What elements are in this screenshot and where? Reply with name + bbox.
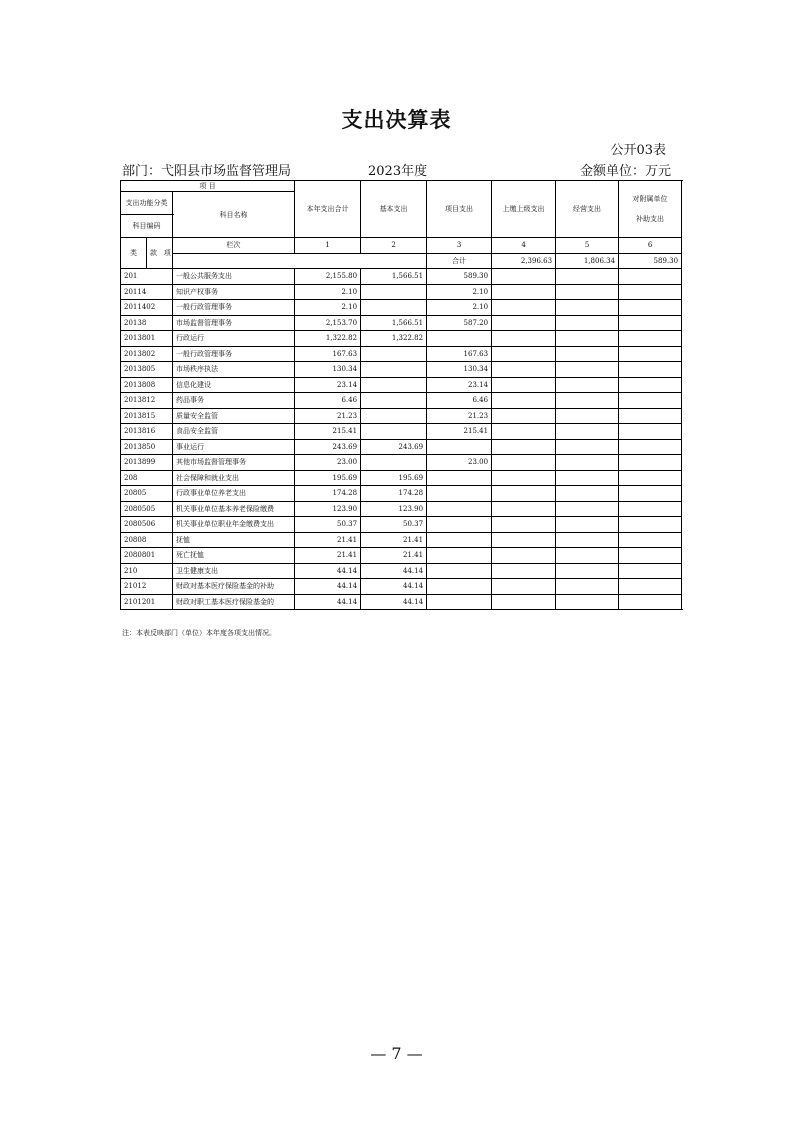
row-operation	[556, 300, 619, 316]
row-code: 2080505	[121, 501, 173, 517]
row-upper	[492, 439, 556, 455]
row-total: 243.69	[295, 439, 361, 455]
row-code: 2013815	[121, 408, 173, 424]
row-total: 215.41	[295, 424, 361, 440]
row-basic: 243.69	[361, 439, 427, 455]
header-n2: 2	[361, 238, 427, 254]
row-project: 589.30	[427, 269, 492, 285]
row-code: 2013812	[121, 393, 173, 409]
header-xiang: 项	[163, 249, 171, 257]
row-subsidy	[619, 331, 682, 347]
table-row	[121, 377, 682, 393]
row-subsidy	[619, 393, 682, 409]
header-kuan-xiang	[147, 238, 173, 269]
row-operation	[556, 439, 619, 455]
row-code: 2013850	[121, 439, 173, 455]
row-subsidy	[619, 424, 682, 440]
table-number: 公开03表	[610, 143, 666, 158]
row-operation	[556, 408, 619, 424]
row-code: 20138	[121, 315, 173, 331]
header-lei: 类	[121, 238, 147, 269]
header-subject-name: 科目名称	[173, 192, 295, 238]
header-n4: 4	[492, 238, 556, 254]
row-project	[427, 563, 492, 579]
row-subsidy	[619, 284, 682, 300]
table-row	[121, 579, 682, 595]
row-upper	[492, 362, 556, 378]
row-project	[427, 439, 492, 455]
row-total: 23.00	[295, 455, 361, 471]
header-func-class: 支出功能分类	[121, 192, 173, 215]
header-n3: 3	[427, 238, 492, 254]
row-upper	[492, 269, 556, 285]
row-subject-name: 药品事务	[173, 393, 295, 409]
row-project: 215.41	[427, 424, 492, 440]
row-upper	[492, 532, 556, 548]
table-row	[121, 439, 682, 455]
row-project	[427, 517, 492, 533]
row-project	[427, 331, 492, 347]
row-code: 2013802	[121, 346, 173, 362]
row-project: 2.10	[427, 284, 492, 300]
total-amount: 2,396.63	[492, 253, 556, 269]
row-upper	[492, 563, 556, 579]
header-row-item	[121, 181, 682, 192]
row-upper	[492, 486, 556, 502]
row-code: 2013801	[121, 331, 173, 347]
row-project	[427, 470, 492, 486]
row-total: 50.37	[295, 517, 361, 533]
header-row-lanci	[121, 238, 682, 254]
row-total: 2.10	[295, 284, 361, 300]
header-kuan: 款	[150, 249, 157, 257]
table-row	[121, 532, 682, 548]
table-row	[121, 393, 682, 409]
row-basic: 21.41	[361, 548, 427, 564]
row-basic	[361, 377, 427, 393]
row-subject-name: 财政对基本医疗保险基金的补助	[173, 579, 295, 595]
row-project: 2.10	[427, 300, 492, 316]
page-title: 支出决算表	[341, 108, 452, 132]
row-total: 44.14	[295, 594, 361, 610]
row-upper	[492, 579, 556, 595]
row-subject-name: 卫生健康支出	[173, 563, 295, 579]
row-upper	[492, 548, 556, 564]
row-subject-name: 食品安全监管	[173, 424, 295, 440]
row-subject-name: 死亡抚恤	[173, 548, 295, 564]
row-code: 21012	[121, 579, 173, 595]
row-operation	[556, 346, 619, 362]
table-row	[121, 501, 682, 517]
row-operation	[556, 517, 619, 533]
table-row	[121, 455, 682, 471]
row-total: 2,153.70	[295, 315, 361, 331]
row-operation	[556, 393, 619, 409]
table-row	[121, 408, 682, 424]
row-total: 1,322.82	[295, 331, 361, 347]
row-basic: 44.14	[361, 563, 427, 579]
row-subject-name: 行政运行	[173, 331, 295, 347]
row-project: 130.34	[427, 362, 492, 378]
row-subject-name: 抚恤	[173, 532, 295, 548]
row-code: 20114	[121, 284, 173, 300]
total-code-empty	[173, 253, 427, 269]
row-project: 21.23	[427, 408, 492, 424]
row-project	[427, 548, 492, 564]
row-upper	[492, 315, 556, 331]
row-total: 21.23	[295, 408, 361, 424]
table-row	[121, 470, 682, 486]
row-upper	[492, 331, 556, 347]
row-basic: 21.41	[361, 532, 427, 548]
row-code: 2013805	[121, 362, 173, 378]
row-operation	[556, 455, 619, 471]
row-upper	[492, 455, 556, 471]
row-upper	[492, 300, 556, 316]
row-code: 20808	[121, 532, 173, 548]
row-subject-name: 一般公共服务支出	[173, 269, 295, 285]
row-total: 123.90	[295, 501, 361, 517]
row-subsidy	[619, 346, 682, 362]
row-project	[427, 532, 492, 548]
row-basic	[361, 346, 427, 362]
header-n1: 1	[295, 238, 361, 254]
header-n6: 6	[619, 238, 682, 254]
row-basic	[361, 284, 427, 300]
row-project: 23.14	[427, 377, 492, 393]
row-basic	[361, 424, 427, 440]
row-subject-name: 机关事业单位职业年金缴费支出	[173, 517, 295, 533]
row-basic: 123.90	[361, 501, 427, 517]
total-project: 589.30	[619, 253, 682, 269]
row-code: 2080801	[121, 548, 173, 564]
row-operation	[556, 563, 619, 579]
department-label: 部门：弋阳县市场监督管理局	[122, 164, 292, 179]
row-total: 44.14	[295, 579, 361, 595]
row-basic	[361, 455, 427, 471]
row-total: 167.63	[295, 346, 361, 362]
table-row	[121, 300, 682, 316]
row-operation	[556, 377, 619, 393]
unit-label: 金额单位：万元	[579, 164, 671, 179]
row-subsidy	[619, 377, 682, 393]
header-col-project: 项目支出	[427, 181, 492, 238]
row-basic	[361, 393, 427, 409]
row-upper	[492, 424, 556, 440]
row-operation	[556, 548, 619, 564]
row-basic	[361, 362, 427, 378]
meta-row	[120, 160, 673, 178]
row-subsidy	[619, 269, 682, 285]
row-subsidy	[619, 548, 682, 564]
row-project	[427, 486, 492, 502]
row-code: 201	[121, 269, 173, 285]
row-operation	[556, 532, 619, 548]
row-operation	[556, 331, 619, 347]
row-subject-name: 财政对职工基本医疗保险基金的	[173, 594, 295, 610]
row-upper	[492, 408, 556, 424]
table-row	[121, 594, 682, 610]
row-subsidy	[619, 315, 682, 331]
header-lanci: 栏次	[173, 238, 295, 254]
row-code: 2013808	[121, 377, 173, 393]
row-total: 21.41	[295, 532, 361, 548]
row-total: 6.46	[295, 393, 361, 409]
table-row	[121, 362, 682, 378]
row-total: 23.14	[295, 377, 361, 393]
row-operation	[556, 594, 619, 610]
row-total: 44.14	[295, 563, 361, 579]
row-operation	[556, 362, 619, 378]
row-upper	[492, 470, 556, 486]
row-basic: 1,566.51	[361, 269, 427, 285]
row-project	[427, 579, 492, 595]
row-project	[427, 501, 492, 517]
row-subject-name: 事业运行	[173, 439, 295, 455]
row-code: 2013816	[121, 424, 173, 440]
row-subsidy	[619, 532, 682, 548]
row-total: 2.10	[295, 300, 361, 316]
row-subsidy	[619, 594, 682, 610]
row-subject-name: 一般行政管理事务	[173, 300, 295, 316]
row-subsidy	[619, 486, 682, 502]
table-row	[121, 563, 682, 579]
row-code: 2011402	[121, 300, 173, 316]
row-total: 174.28	[295, 486, 361, 502]
row-upper	[492, 501, 556, 517]
row-subject-name: 质量安全监管	[173, 408, 295, 424]
header-col-upper: 上缴上级支出	[492, 181, 556, 238]
row-subsidy	[619, 501, 682, 517]
row-basic: 1,566.51	[361, 315, 427, 331]
row-total: 195.69	[295, 470, 361, 486]
header-item: 项 目	[121, 181, 295, 192]
header-col-total: 本年支出合计	[295, 181, 361, 238]
table-row	[121, 424, 682, 440]
row-operation	[556, 269, 619, 285]
row-subsidy	[619, 362, 682, 378]
row-code: 2013899	[121, 455, 173, 471]
row-project: 587.20	[427, 315, 492, 331]
year-label: 2023年度	[368, 164, 428, 179]
row-basic: 44.14	[361, 579, 427, 595]
row-project: 6.46	[427, 393, 492, 409]
row-basic	[361, 408, 427, 424]
total-basic: 1,806.34	[556, 253, 619, 269]
expenditure-table	[120, 180, 682, 610]
row-subject-name: 市场秩序执法	[173, 362, 295, 378]
table-row	[121, 315, 682, 331]
row-basic: 1,322.82	[361, 331, 427, 347]
row-project: 167.63	[427, 346, 492, 362]
row-operation	[556, 284, 619, 300]
header-col-basic: 基本支出	[361, 181, 427, 238]
row-code: 2080506	[121, 517, 173, 533]
row-subject-name: 行政事业单位养老支出	[173, 486, 295, 502]
row-total: 130.34	[295, 362, 361, 378]
row-upper	[492, 594, 556, 610]
row-subsidy	[619, 408, 682, 424]
row-subsidy	[619, 439, 682, 455]
row-subject-name: 社会保障和就业支出	[173, 470, 295, 486]
table-row	[121, 548, 682, 564]
row-operation	[556, 424, 619, 440]
row-total: 2,155.80	[295, 269, 361, 285]
row-basic: 44.14	[361, 594, 427, 610]
row-code: 210	[121, 563, 173, 579]
row-subject-name: 机关事业单位基本养老保险缴费	[173, 501, 295, 517]
row-subject-name: 信息化建设	[173, 377, 295, 393]
header-code: 科目编码	[121, 215, 173, 238]
row-subsidy	[619, 455, 682, 471]
row-upper	[492, 517, 556, 533]
row-subsidy	[619, 300, 682, 316]
row-project: 23.00	[427, 455, 492, 471]
total-row	[121, 253, 682, 269]
row-subject-name: 市场监督管理事务	[173, 315, 295, 331]
row-operation	[556, 470, 619, 486]
row-basic: 174.28	[361, 486, 427, 502]
table-row	[121, 486, 682, 502]
row-subsidy	[619, 517, 682, 533]
row-operation	[556, 315, 619, 331]
page-number: — 7 —	[370, 1044, 423, 1063]
table-row	[121, 517, 682, 533]
row-upper	[492, 377, 556, 393]
row-upper	[492, 346, 556, 362]
row-subsidy	[619, 579, 682, 595]
header-col-subsidy: 对附属单位补助支出	[619, 181, 682, 238]
row-total: 21.41	[295, 548, 361, 564]
row-subject-name: 一般行政管理事务	[173, 346, 295, 362]
table-row	[121, 331, 682, 347]
row-basic: 50.37	[361, 517, 427, 533]
row-subject-name: 其他市场监督管理事务	[173, 455, 295, 471]
row-subsidy	[619, 563, 682, 579]
row-operation	[556, 579, 619, 595]
row-code: 2101201	[121, 594, 173, 610]
row-upper	[492, 284, 556, 300]
header-n5: 5	[556, 238, 619, 254]
row-operation	[556, 486, 619, 502]
row-basic: 195.69	[361, 470, 427, 486]
row-code: 20805	[121, 486, 173, 502]
table-row	[121, 284, 682, 300]
row-upper	[492, 393, 556, 409]
header-col-operation: 经营支出	[556, 181, 619, 238]
row-subsidy	[619, 470, 682, 486]
row-basic	[361, 300, 427, 316]
row-project	[427, 594, 492, 610]
row-operation	[556, 501, 619, 517]
total-label: 合计	[427, 253, 492, 269]
row-code: 208	[121, 470, 173, 486]
footnote: 注：本表反映部门（单位）本年度各项支出情况。	[122, 629, 276, 637]
table-row	[121, 346, 682, 362]
table-row	[121, 269, 682, 285]
row-subject-name: 知识产权事务	[173, 284, 295, 300]
